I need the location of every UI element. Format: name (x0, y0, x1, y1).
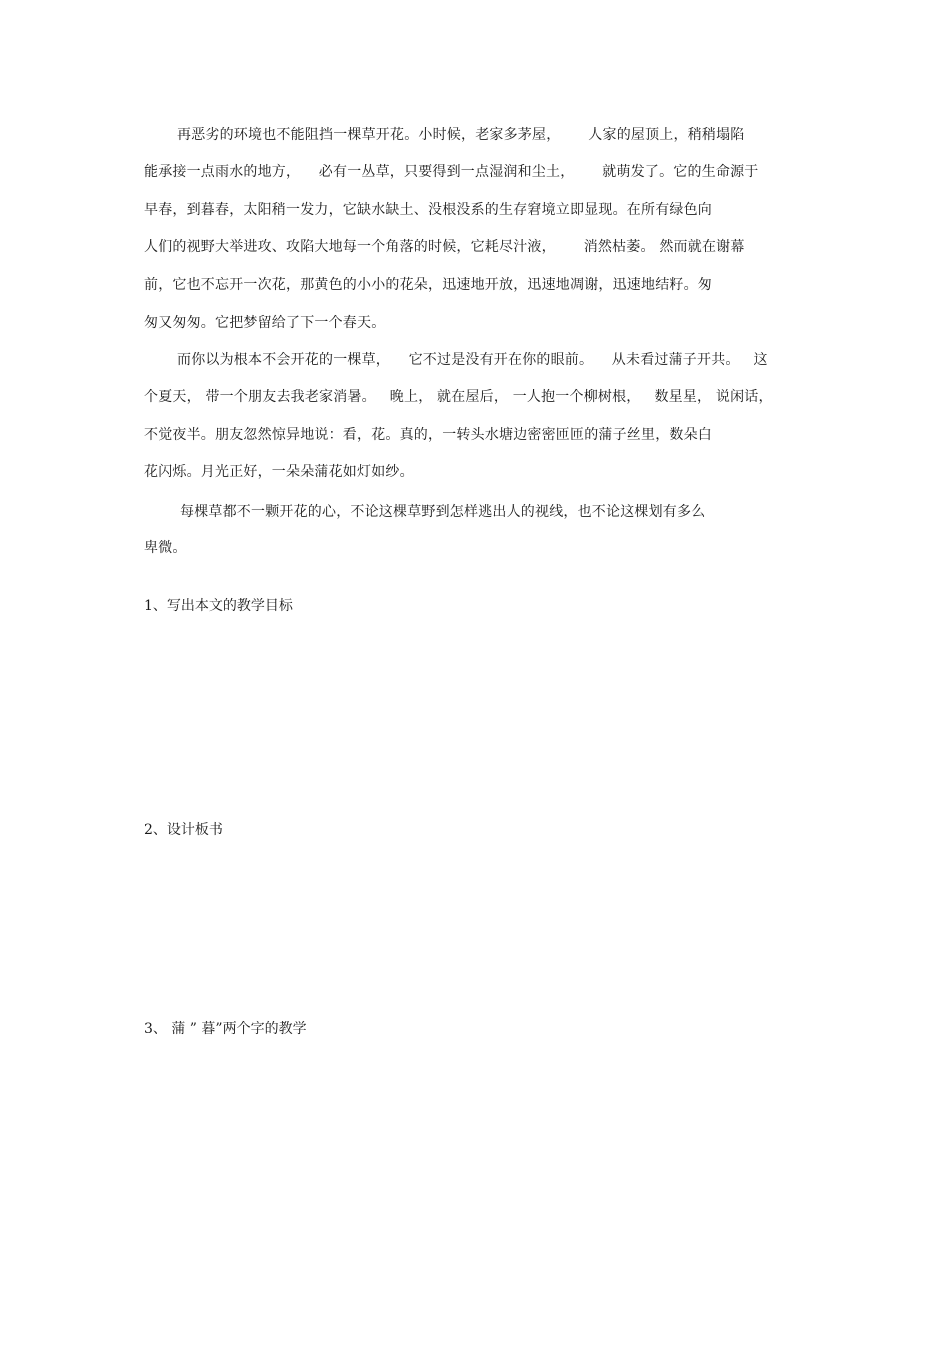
paragraph-1-line-3: 早春，到暮春，太阳稍一发力，它缺水缺土、没根没系的生存窘境立即显现。在所有绿色向 (144, 202, 712, 218)
paragraph-3-line-2: 卑微。 (144, 540, 187, 556)
paragraph-2-line-1: 而你以为根本不会开花的一棵草， 它不过是没有开在你的眼前。 从未看过蒲子开共。 这 (177, 352, 768, 368)
paragraph-3-line-1: 每棵草都不一颗开花的心，不论这棵草野到怎样逃出人的视线，也不论这棵划有多么 (180, 504, 706, 520)
paragraph-2-line-3: 不觉夜半。朋友忽然惊异地说：看，花。真的，一转头水塘边密密匝匝的蒲子丝里，数朵白 (144, 427, 712, 443)
paragraph-1-line-1: 再恶劣的环境也不能阻挡一棵草开花。小时候，老家多茅屋， 人家的屋顶上，稍稍塌陷 (177, 127, 745, 143)
question-3: 3、 蒲 ” 暮”两个字的教学 (144, 1021, 307, 1037)
paragraph-1-line-6: 匆又匆匆。它把梦留给了下一个春天。 (144, 315, 386, 331)
paragraph-1-line-4: 人们的视野大举进攻、攻陷大地每一个角落的时候，它耗尽汁液， 消然枯萎。 然而就在谢幕 (144, 239, 745, 255)
paragraph-2-line-2: 个夏天， 带一个朋友去我老家消暑。 晚上， 就在屋后， 一人抱一个柳树根， 数星星， 说闲话， (144, 389, 773, 405)
paragraph-1-line-5: 前，它也不忘开一次花，那黄色的小小的花朵，迅速地开放，迅速地凋谢，迅速地结籽。匆 (144, 277, 712, 293)
question-1: 1、写出本文的教学目标 (144, 598, 293, 614)
paragraph-1-line-2: 能承接一点雨水的地方， 必有一丛草，只要得到一点湿润和尘土， 就萌发了。它的生命源于 (144, 164, 759, 180)
question-2: 2、设计板书 (144, 822, 223, 838)
paragraph-2-line-4: 花闪烁。月光正好，一朵朵蒲花如灯如纱。 (144, 464, 414, 480)
